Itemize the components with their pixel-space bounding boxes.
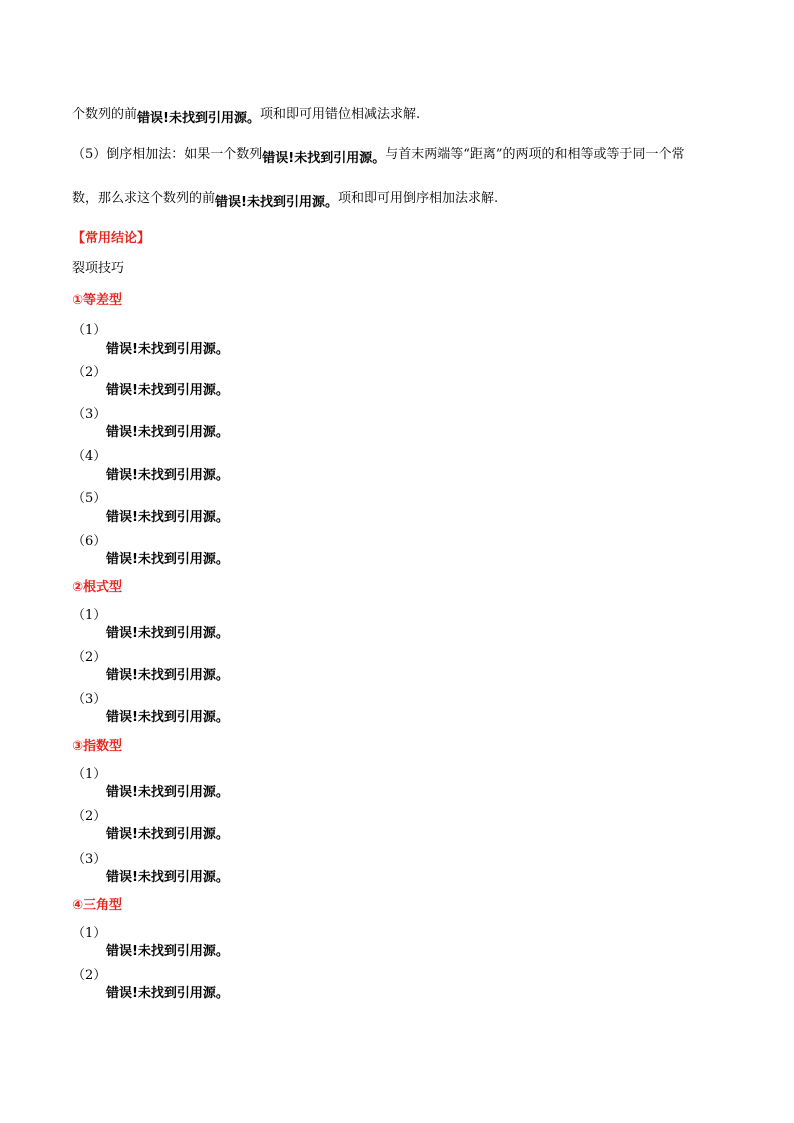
text-segment: 项和即可用错位相减法求解. [259, 107, 421, 122]
error-reference: 错误!未找到引用源。 [106, 342, 229, 357]
item-number: （2） [72, 365, 107, 380]
error-reference: 错误!未找到引用源。 [106, 827, 229, 842]
item-number: （1） [72, 767, 107, 782]
item-number: （2） [72, 968, 107, 983]
error-reference: 错误!未找到引用源。 [106, 785, 229, 800]
error-reference: 错误!未找到引用源。 [106, 668, 229, 683]
error-reference: 错误!未找到引用源。 [106, 552, 229, 567]
item-number: （3） [72, 852, 107, 867]
text-segment: 与首末两端等“距离”的两项的和相等或等于同一个常 [385, 147, 685, 162]
item-number: （5） [72, 491, 107, 506]
item-number: （3） [72, 692, 107, 707]
item-number: （6） [72, 534, 107, 549]
group-title: ④三角型 [72, 898, 123, 913]
paragraph-line-2 [72, 146, 685, 164]
text-segment: 数，那么求这个数列的前 [72, 191, 216, 206]
section-title: 【常用结论】 [72, 231, 151, 246]
item-number: （2） [72, 809, 107, 824]
item-number: （1） [72, 926, 107, 941]
error-reference: 错误!未找到引用源。 [106, 870, 229, 885]
error-reference: 错误!未找到引用源。 [137, 111, 260, 126]
text-segment: 个数列的前 [72, 107, 138, 122]
text-segment: （5）倒序相加法：如果一个数列 [72, 147, 263, 162]
subtitle: 裂项技巧 [72, 261, 125, 276]
group-title: ①等差型 [72, 293, 123, 308]
error-reference: 错误!未找到引用源。 [106, 510, 229, 525]
group-title: ③指数型 [72, 739, 123, 754]
error-reference: 错误!未找到引用源。 [262, 151, 386, 166]
error-reference: 错误!未找到引用源。 [106, 944, 229, 959]
item-number: （2） [72, 650, 107, 665]
error-reference: 错误!未找到引用源。 [106, 986, 229, 1001]
error-reference: 错误!未找到引用源。 [215, 195, 338, 210]
error-reference: 错误!未找到引用源。 [106, 710, 229, 725]
paragraph-line-1 [72, 106, 420, 124]
error-reference: 错误!未找到引用源。 [106, 626, 229, 641]
group-title: ②根式型 [72, 580, 123, 595]
item-number: （3） [72, 407, 107, 422]
item-number: （4） [72, 449, 107, 464]
text-segment: 项和即可用倒序相加法求解. [337, 191, 499, 206]
error-reference: 错误!未找到引用源。 [106, 468, 229, 483]
error-reference: 错误!未找到引用源。 [106, 383, 229, 398]
item-number: （1） [72, 608, 107, 623]
item-number: （1） [72, 323, 107, 338]
error-reference: 错误!未找到引用源。 [106, 425, 229, 440]
paragraph-line-3 [72, 190, 498, 208]
